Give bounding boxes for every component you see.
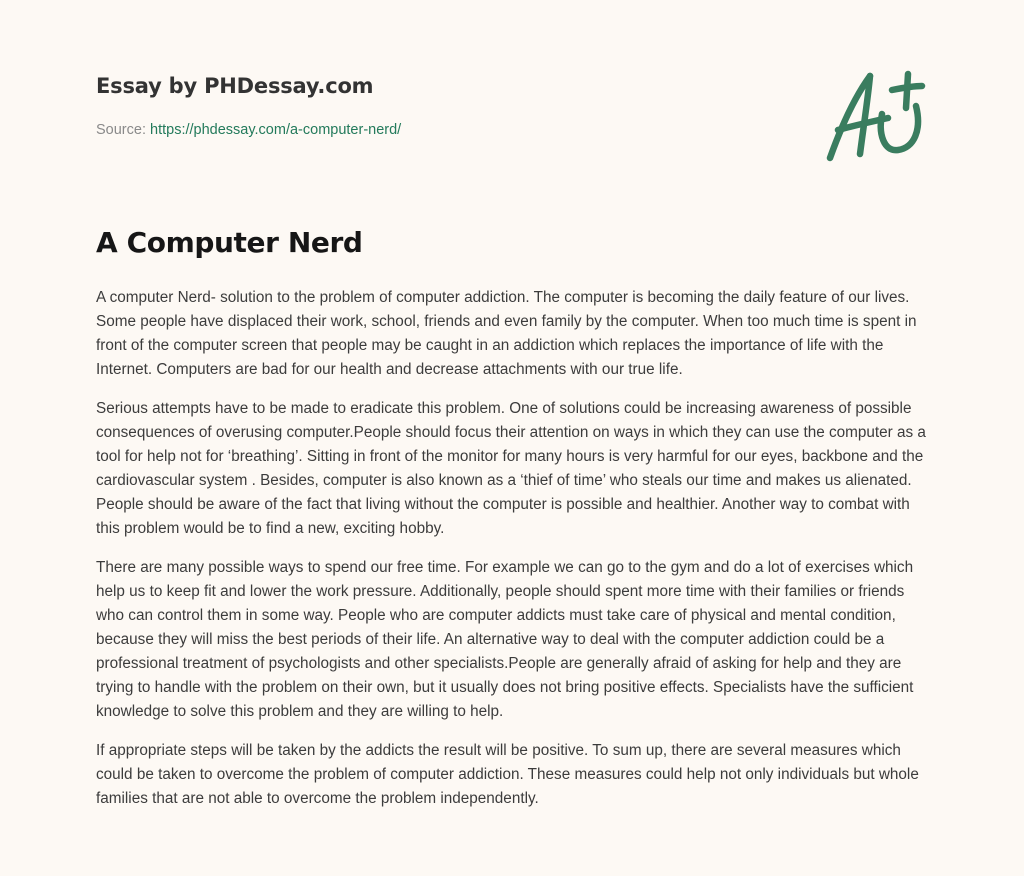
site-title: Essay by PHDessay.com xyxy=(96,74,374,98)
site-header xyxy=(96,74,936,138)
source-label: Source: xyxy=(96,122,146,138)
paragraph: Serious attempts have to be made to eradicate this problem. One of solutions could be increasing awareness of possible consequences of overusing computer.People should focus their attention on ways in which they can use the computer as a tool for help not for ‘breathing’. Sitting in front of the monitor for many hours is very harmful for our eyes, backbone and the cardiovascular system . Besides, computer is also known as a ‘thief of time’ who steals our time and makes us alienated. People should be aware of the fact that living without the computer is possible and healthier. Another way to combat with this problem would be to find a new, exciting hobby. xyxy=(96,400,926,537)
paragraph: A computer Nerd- solution to the problem of computer addiction. The computer is becoming the daily feature of our lives. Some people have displaced their work, school, friends and even family by the computer. When too much time is spent in front of the computer screen that people may be caught in an addiction which replaces the importance of life with the Internet. Computers are bad for our health and decrease attachments with our true life. xyxy=(96,289,917,378)
source-link[interactable]: https://phdessay.com/a-computer-nerd/ xyxy=(150,122,402,138)
paragraph: There are many possible ways to spend our free time. For example we can go to the gym and do a lot of exercises which help us to keep fit and lower the work pressure. Additionally, people should spent more time with their families or friends who can control them in some way. People who are computer addicts must take care of physical and mental condition, because they will miss the best periods of their life. An alternative way to deal with the computer addiction could be a professional treatment of psychologists and other specialists.People are generally afraid of asking for help and they are trying to handle with the problem on their own, but it usually does not bring positive effects. Specialists have the sufficient knowledge to solve this problem and they are willing to help. xyxy=(96,559,914,720)
page-title: A Computer Nerd xyxy=(96,226,363,259)
article-body xyxy=(96,286,934,826)
source-line xyxy=(96,122,936,138)
a-plus-grade-icon xyxy=(822,68,932,164)
paragraph: If appropriate steps will be taken by the addicts the result will be positive. To sum up, there are several measures which could be taken to overcome the problem of computer addiction. These measures could help not only individuals but whole families that are not able to overcome the problem independently. xyxy=(96,742,919,807)
